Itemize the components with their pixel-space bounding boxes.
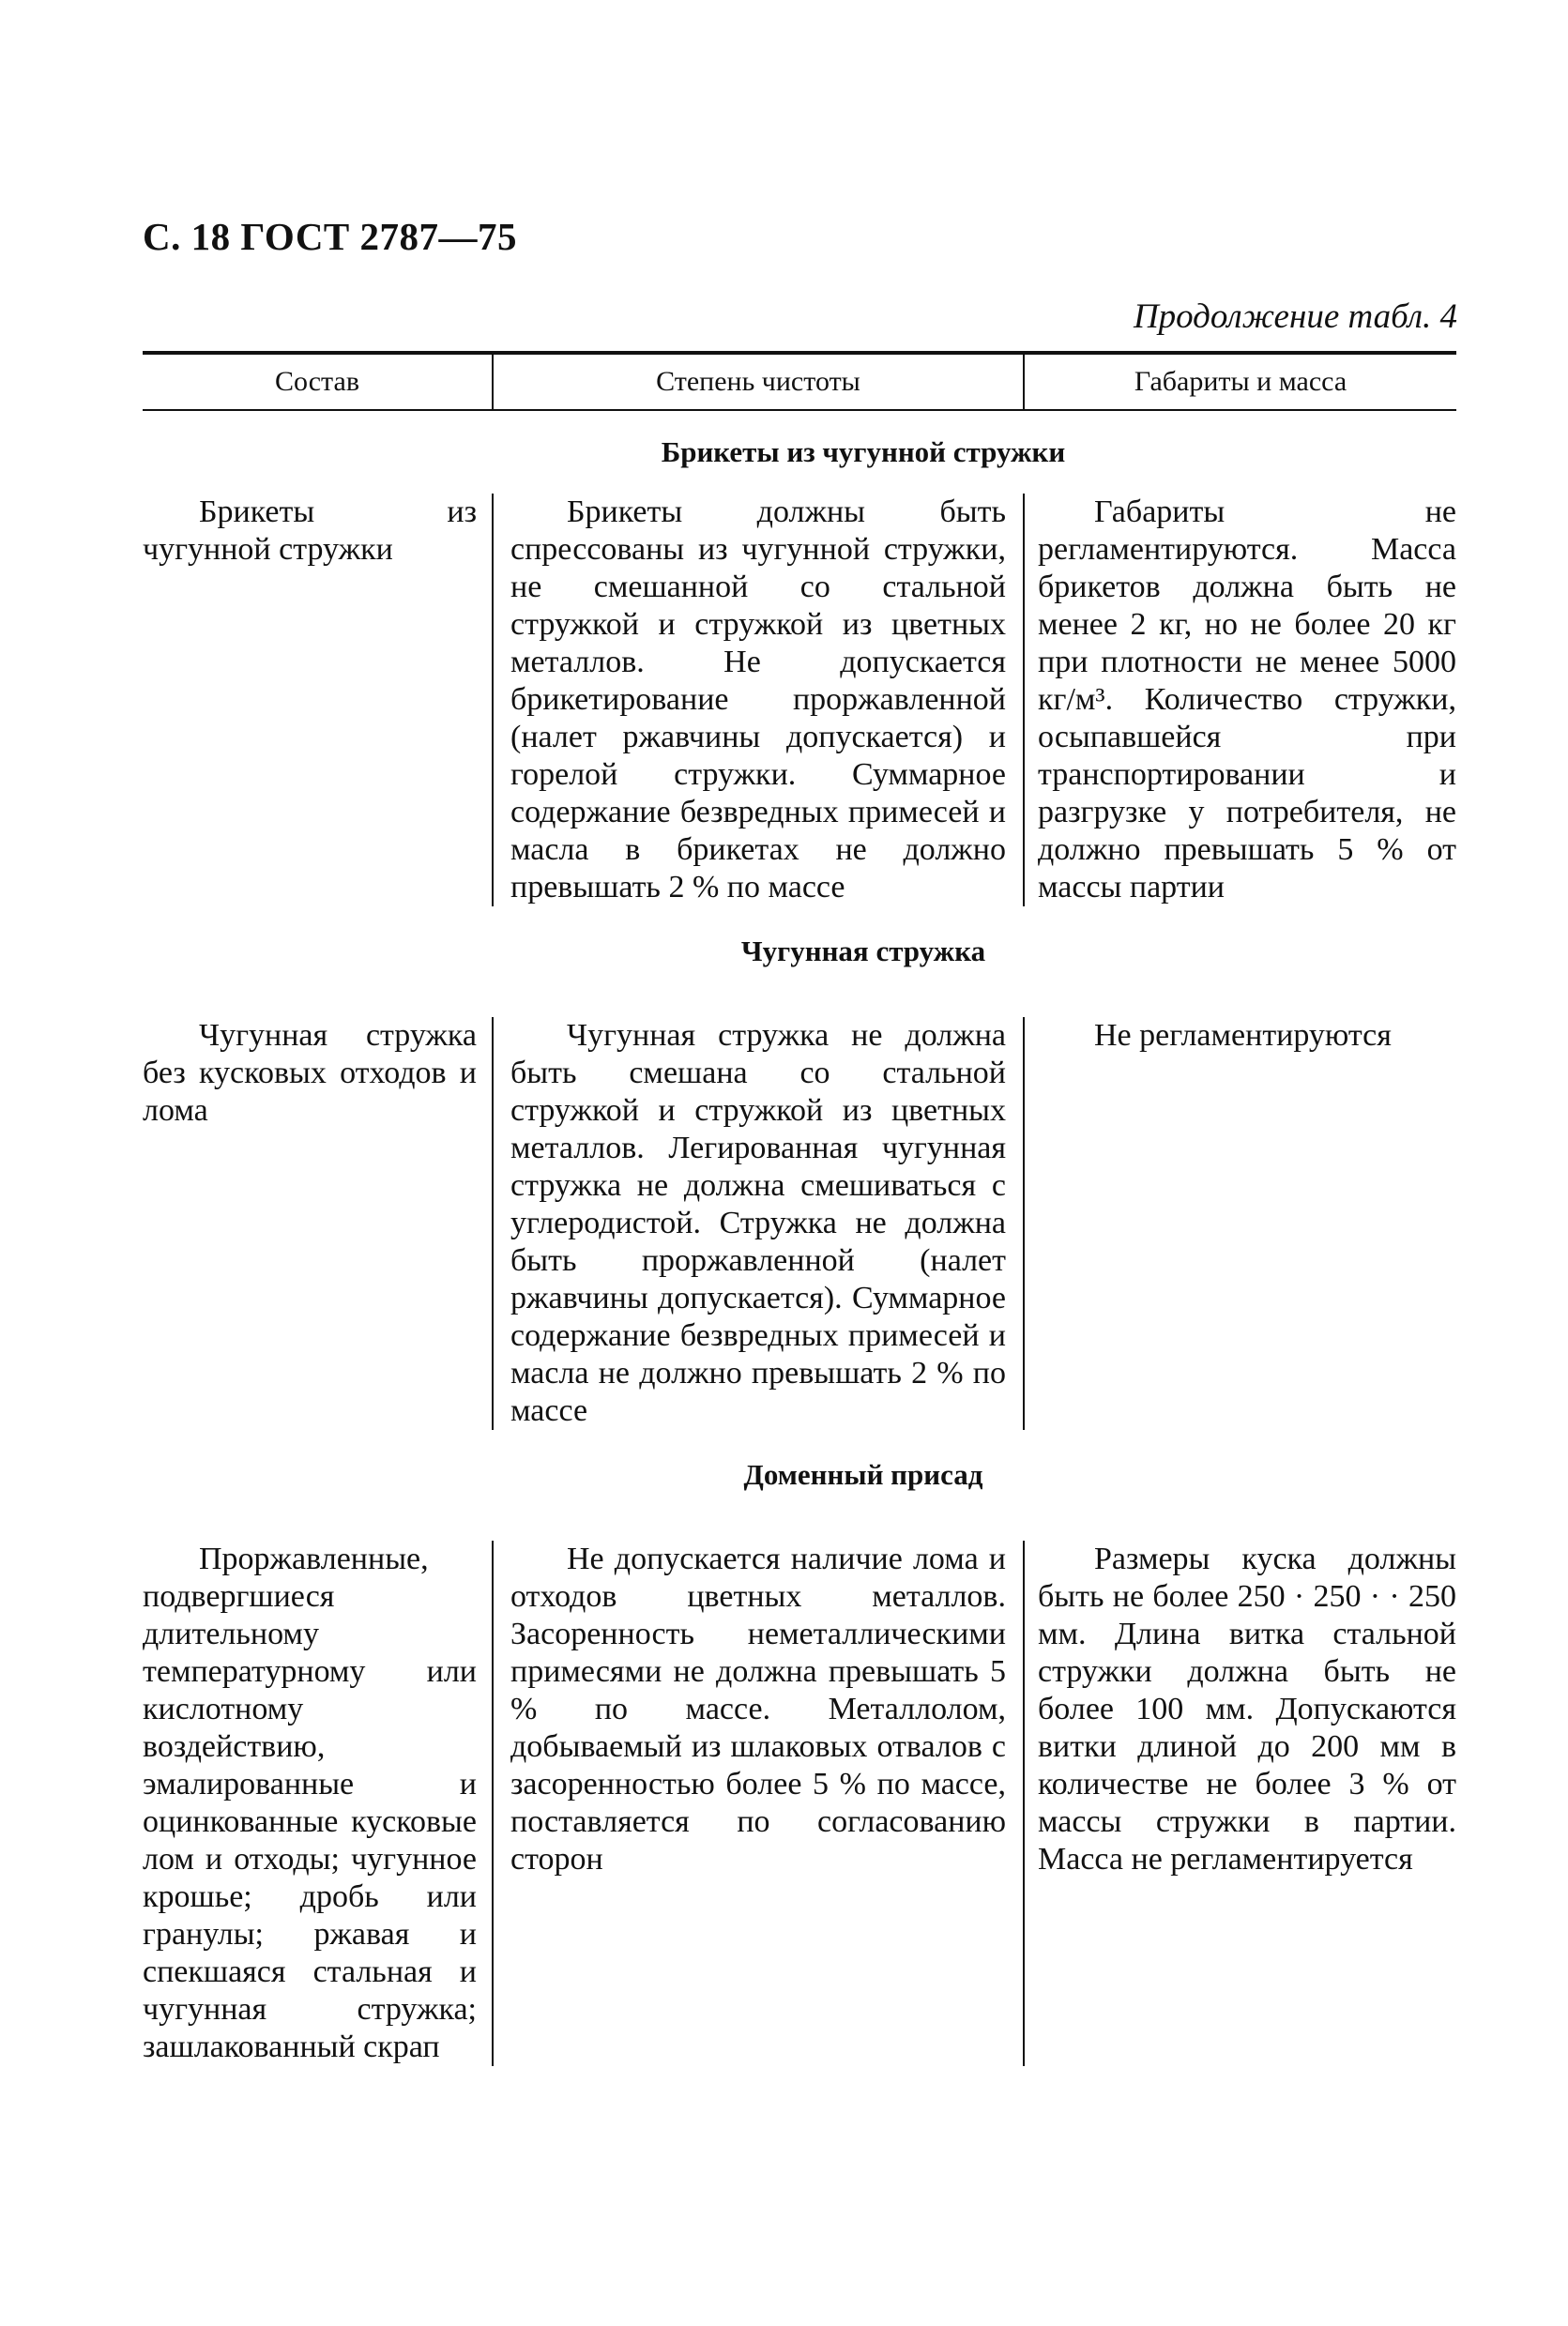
column-header-dimensions: Габариты и масса [1023,355,1456,409]
requirements-table [143,351,1456,2066]
section-title-briquettes: Брикеты из чугунной стружки [661,435,1066,468]
table-row [143,1541,1456,2066]
table-header-row [143,351,1456,411]
column-header-composition: Состав [274,366,360,397]
cell-purity: Не допускается наличие лома и отходов цветных металлов. Засоренность неметаллическими примесями не должна превышать 5 % по массе. Металлолом, добываемый из шлаковых отвалов с засоренностью более 5 % по массе, поставляется по согласованию сторон [492,1541,1023,2066]
cell-dimensions: Габариты не регламентируются. Масса брикетов должна быть не менее 2 кг, но не более 20 кг при плотности не менее 5000 кг/м³. Количество стружки, осыпавшейся при транспортировании и разгрузке у потребителя, не должно превышать 5 % от массы партии [1023,494,1456,906]
cell-dimensions: Не регламентируются [1023,1017,1456,1430]
column-header-purity: Степень чистоты [492,355,1023,409]
table-row [143,494,1456,906]
cell-purity: Брикеты должны быть спрессованы из чугунной стружки, не смешанной со стальной стружкой и стружкой из цветных металлов. Не допускается брикетирование проржавленной (налет ржавчины допускается) и горелой стружки. Суммарное содержание безвредных примесей и масла в брикетах не должно превышать 2 % по массе [492,494,1023,906]
cell-purity: Чугунная стружка не должна быть смешана со стальной стружкой и стружкой из цветных металлов. Легированная чугунная стружка не должна смешиваться с углеродистой. Стружка не должна быть проржавленной (налет ржавчины допускается). Суммарное содержание безвредных примесей и масла не должно превышать 2 % по массе [492,1017,1023,1430]
cell-composition: Проржавленные, подвергшиеся длительному температурному или кислотному воздействию, эмалированные и оцинкованные кусковые лом и отходы; чугунное крошье; дробь или гранулы; ржавая и спекшаяся стальная и чугунная стружка; зашлакованный скрап [143,1542,477,2064]
cell-composition: Брикеты из чугунной стружки [143,494,477,567]
cell-composition: Чугунная стружка без кусковых отходов и лома [143,1018,477,1128]
section-title-cast-iron-chips: Чугунная стружка [740,935,986,967]
table-continuation-label: Продолжение табл. 4 [1133,297,1457,336]
section-title-blast-furnace-charge: Доменный присад [743,1458,983,1491]
page-header: С. 18 ГОСТ 2787—75 [143,215,518,258]
table-row [143,1017,1456,1430]
cell-dimensions: Размеры куска должны быть не более 250 · 250 · · 250 мм. Длина витка стальной стружки должна быть не более 100 мм. Допускаются витки длиной до 200 мм в количестве не более 3 % от массы стружки в партии. Масса не регламентируется [1023,1541,1456,2066]
